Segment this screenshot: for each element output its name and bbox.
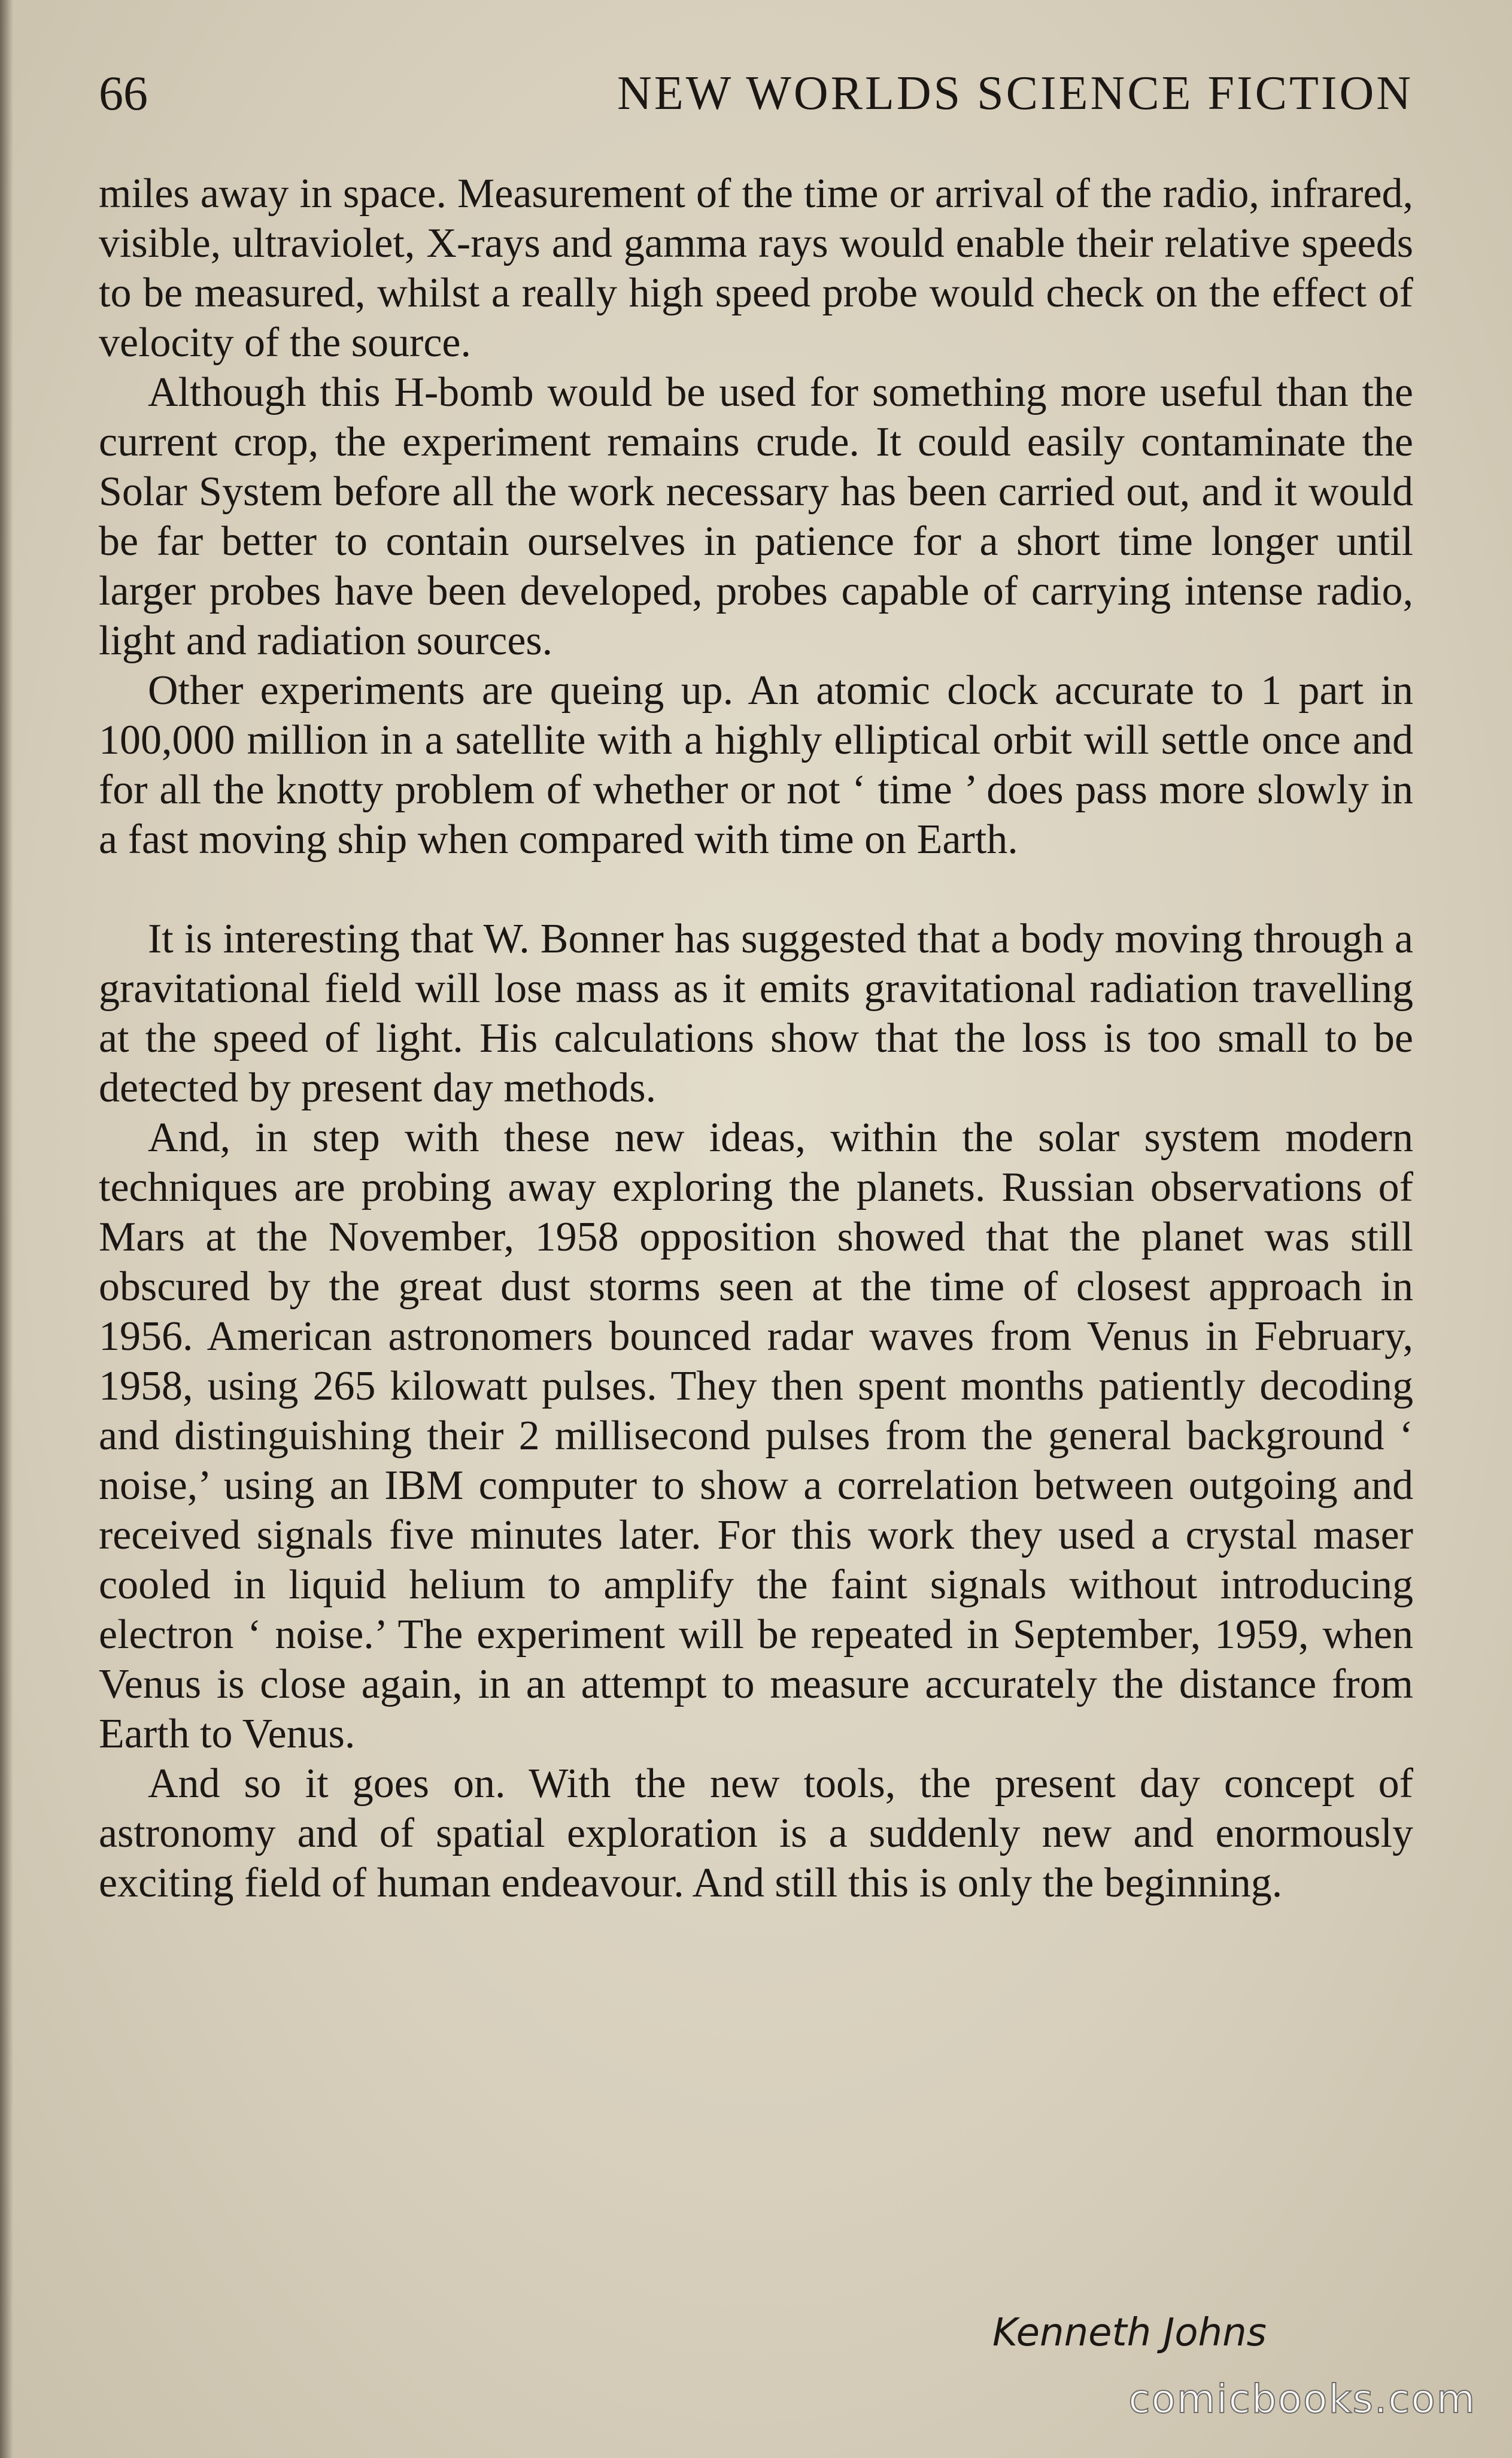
paragraph-6: And so it goes on. With the new tools, the present day concept of astronomy and of spatial exploration is a suddenly new and enormously exciting field of human endeavour. And still this is only the beginning.: [99, 1761, 1413, 1906]
page-number: 66: [99, 66, 148, 120]
watermark: comicbooks.com: [1128, 2376, 1476, 2422]
paragraph-3: Other experiments are queing up. An atomic clock accurate to 1 part in 100,000 million in a satellite with a highly elliptical orbit will settle once and for all the knotty problem of whether or not ‘ time ’ does pass more slowly in a fast moving ship when compared with time on Earth.: [99, 667, 1413, 863]
author-signature: Kenneth Johns: [992, 2311, 1267, 2355]
paragraph-4: It is interesting that W. Bonner has suggested that a body moving through a gravitational field will lose mass as it emits gravitational radiation travelling at the speed of light. His calculations show that the loss is too small to be detected by present day methods.: [99, 916, 1413, 1111]
paragraph-2: Although this H-bomb would be used for something more useful than the current crop, the experiment remains crude. It could easily contaminate the Solar System before all the work necessary has been carried out, and it would be far better to contain ourselves in patience for a short time longer until larger probes have been developed, probes capable of carrying intense radio, light and radiation sources.: [99, 369, 1413, 664]
page-header: [99, 57, 1413, 129]
paragraph-5: And, in step with these new ideas, within the solar system modern techniques are probing away exploring the planets. Russian observations of Mars at the November, 1958 opposition showed that the planet was still obscured by the great dust storms seen at the time of closest approach in 1956. American astronomers bounced radar waves from Venus in February, 1958, using 265 kilowatt pulses. They then spent months patiently decoding and distinguishing their 2 millisecond pulses from the general background ‘ noise,’ using an IBM computer to show a correlation between outgoing and received signals five minutes later. For this work they used a crystal maser cooled in liquid helium to amplify the faint signals without introducing electron ‘ noise.’ The experiment will be repeated in September, 1959, when Venus is close again, in an attempt to measure accurately the distance from Earth to Venus.: [99, 1115, 1413, 1757]
paragraph-1: miles away in space. Measurement of the time or arrival of the radio, infrared, visible, ultraviolet, X-rays and gamma rays would enable their relative speeds to be measured, whilst a really high speed probe would check on the effect of velocity of the source.: [99, 171, 1413, 366]
article-body: [99, 169, 1413, 1908]
running-title: NEW WORLDS SCIENCE FICTION: [617, 67, 1413, 120]
